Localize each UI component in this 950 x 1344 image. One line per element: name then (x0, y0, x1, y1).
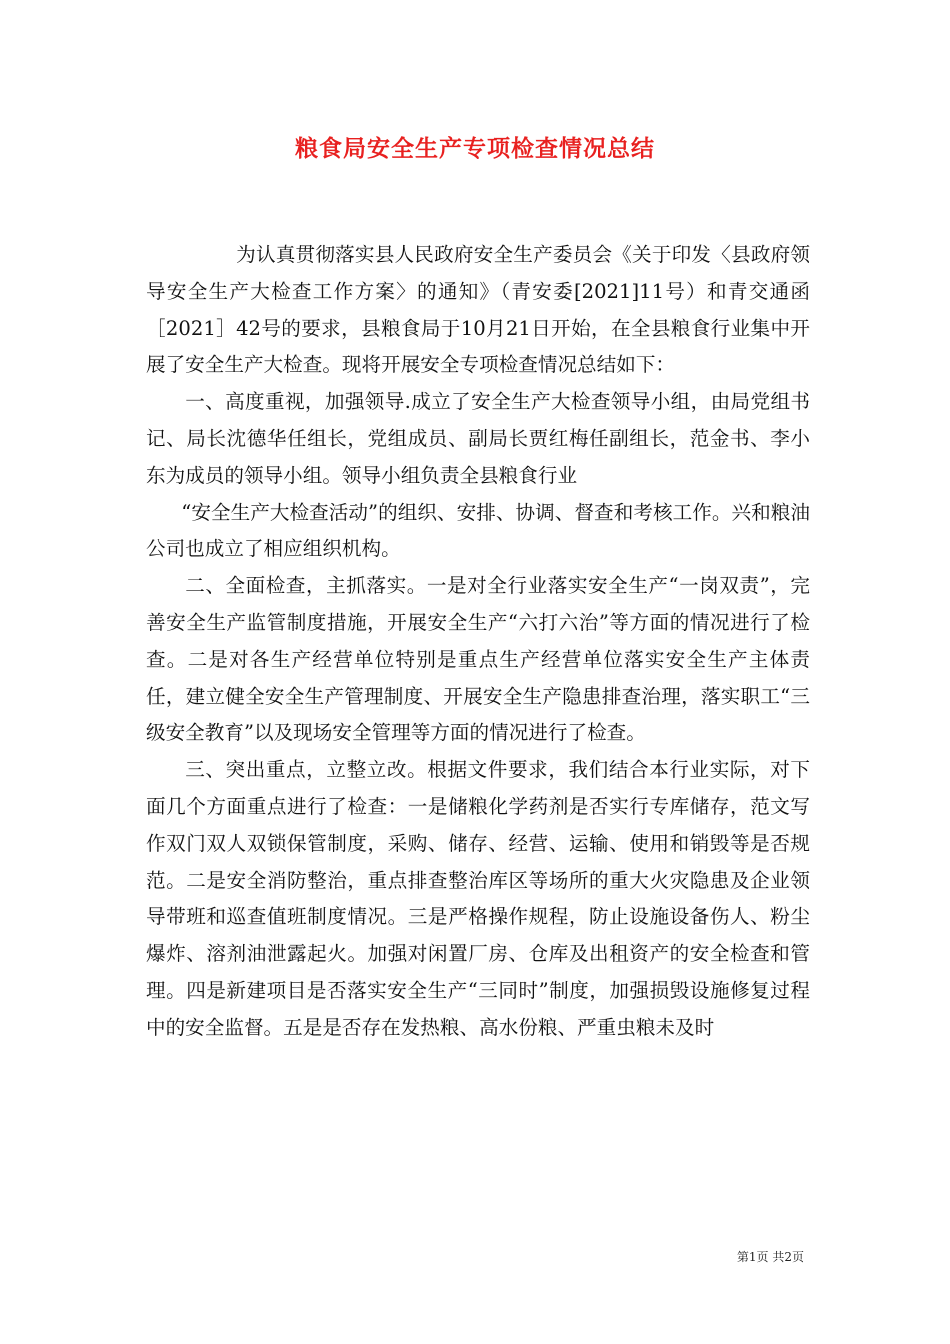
paragraph-section-2: 二、全面检查，主抓落实。一是对全行业落实安全生产“一岗双责”，完善安全生产监管制度措施，开展安全生产“六打六治”等方面的情况进行了检查。二是对各生产经营单位特别是重点生产经营单位落实安全生产主体责任，建立健全安全生产管理制度、开展安全生产隐患排查治理，落实职工“三级安全教育”以及现场安全管理等方面的情况进行了检查。 (146, 574, 810, 745)
document-title: 粮食局安全生产专项检查情况总结 (295, 135, 655, 162)
paragraph-section-1: 一、高度重视，加强领导.成立了安全生产大检查领导小组，由局党组书记、局长沈德华任组长，党组成员、副局长贾红梅任副组长，范金书、李小东为成员的领导小组。领导小组负责全县粮食行业 (146, 390, 810, 487)
paragraph-intro: 为认真贯彻落实县人民政府安全生产委员会《关于印发〈县政府领导安全生产大检查工作方案〉的通知》（青安委[2021]11号）和青交通函［2021］42号的要求，县粮食局于10月21日开始，在全县粮食行业集中开展了安全生产大检查。现将开展安全专项检查情况总结如下： (146, 243, 810, 377)
paragraph-section-3: 三、突出重点，立整立改。根据文件要求，我们结合本行业实际，对下面几个方面重点进行了检查：一是储粮化学药剂是否实行专库储存，范文写作双门双人双锁保管制度，采购、储存、经营、运输、使用和销毁等是否规范。二是安全消防整治，重点排查整治库区等场所的重大火灾隐患及企业领导带班和巡查值班制度情况。三是严格操作规程，防止设施设备伤人、粉尘爆炸、溶剂油泄露起火。加强对闲置厂房、仓库及出租资产的安全检查和管理。四是新建项目是否落实安全生产“三同时”制度，加强损毁设施修复过程中的安全监督。五是是否存在发热粮、高水份粮、严重虫粮未及时 (146, 758, 810, 1039)
document-body (146, 237, 810, 1047)
paragraph-section-1-continued: “安全生产大检查活动”的组织、安排、协调、督查和考核工作。兴和粮油公司也成立了相应组织机构。 (146, 500, 810, 561)
page-number-footer: 第1页 共2页 (736, 1250, 804, 1264)
